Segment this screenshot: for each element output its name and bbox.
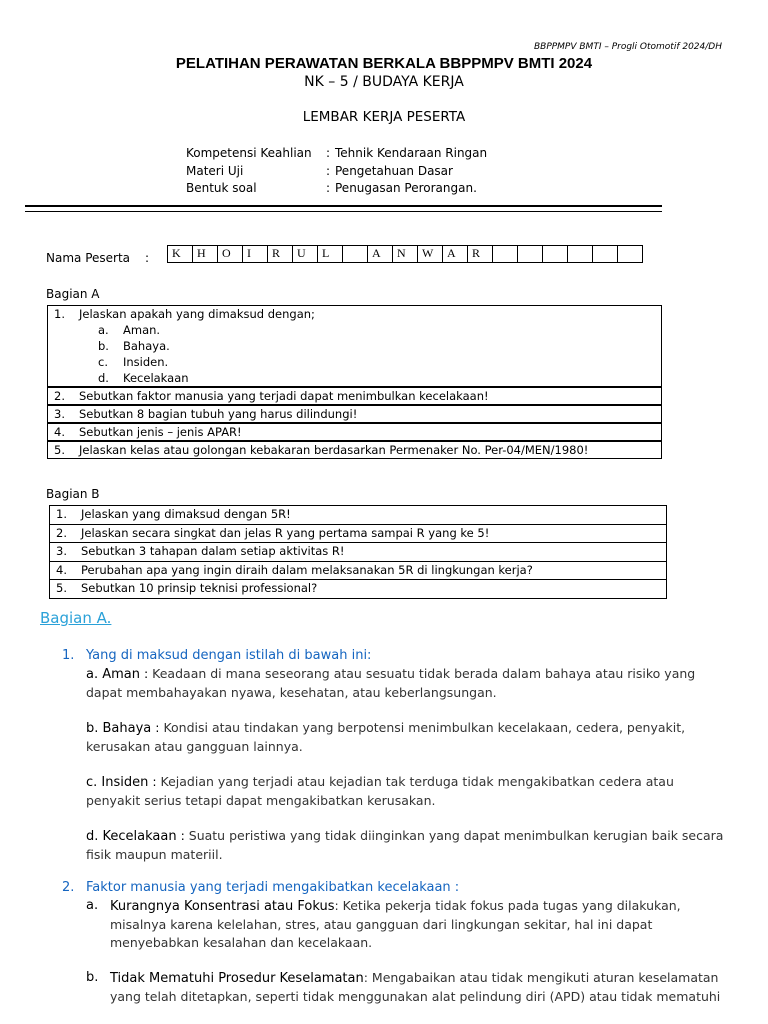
answer-1-items [62,665,732,864]
name-cell: L [318,245,343,263]
info-row: Kompetensi Keahlian : Tehnik Kendaraan Ringan [186,146,488,160]
name-cell: R [268,245,293,263]
question-row: 5. Sebutkan 10 prinsip teknisi professional? [56,581,318,595]
name-cell [493,245,518,263]
name-cell: A [443,245,468,263]
question-row: 1. Jelaskan apakah yang dimaksud dengan; [54,307,315,321]
name-cell [543,245,568,263]
question-row: 5. Jelaskan kelas atau golongan kebakaran berdasarkan Permenaker No. Per-04/MEN/1980! [54,443,589,457]
info-row: Materi Uji : Pengetahuan Dasar [186,163,453,178]
answer-item: d. Kecelakaan : Suatu peristiwa yang tidak diinginkan yang dapat menimbulkan kerugian baik secara fisik maupun materiil. [86,828,724,862]
answer-item: b. Tidak Mematuhi Prosedur Keselamatan: Mengabaikan atau tidak mengikuti aturan keselamatan yang telah ditetapkan, seperti tidak menggunakan alat pelindung diri (APD) atau tidak mematuhi [86,970,721,1004]
name-cell [618,245,643,263]
answer-item: a. Kurangnya Konsentrasi atau Fokus: Ketika pekerja tidak fokus pada tugas yang dilakukan, misalnya karena kelelahan, stres, atau gangguan dari lingkungan sekitar, hal ini dapat menyebabkan kesalahan dan kecelakaan. [86,898,681,950]
question-row: 2. Sebutkan faktor manusia yang terjadi dapat menimbulkan kecelakaan! [48,388,661,406]
nama-colon: : [145,251,150,265]
sub-question: d. Kecelakaan [98,371,189,385]
bagian-b-label: Bagian B [46,487,100,501]
info-block [186,145,487,198]
name-cell: I [243,245,268,263]
name-cell: N [393,245,418,263]
name-cell [518,245,543,263]
name-cell: A [368,245,393,263]
question-row: 4. Sebutkan jenis – jenis APAR! [48,424,661,442]
answer-2-title: 2. Faktor manusia yang terjadi mengakibatkan kecelakaan : [62,880,460,895]
sub-question: a. Aman. [98,323,161,337]
question-row: 4. Perubahan apa yang ingin diraih dalam melaksanakan 5R di lingkungan kerja? [50,562,666,581]
question-row: 3. Sebutkan 8 bagian tubuh yang harus dilindungi! [48,406,661,424]
info-row: Bentuk soal : Penugasan Perorangan. [186,181,477,195]
bagian-a-table [47,305,662,459]
name-cell: K [168,245,193,263]
sub-title: NK – 5 / BUDAYA KERJA [304,74,464,90]
name-cell: H [193,245,218,263]
answer-item: a. Aman : Keadaan di mana seseorang atau sesuatu tidak berada dalam bahaya atau risiko yang dapat membahayakan nyawa, kesehatan, atau keberlangsungan. [86,666,696,700]
divider-thick [25,205,662,207]
bagian-a-label: Bagian A [46,287,100,301]
name-cell: O [218,245,243,263]
name-cell [593,245,618,263]
nama-peserta-label: Nama Peserta [46,251,131,265]
name-cell [568,245,593,263]
answer-item: b. Bahaya : Kondisi atau tindakan yang berpotensi menimbulkan kecelakaan, cedera, penyakit, kerusakan atau gangguan lainnya. [86,720,686,754]
header-note: BBPPMPV BMTI – Progli Otomotif 2024/DH [533,42,722,52]
name-cell: W [418,245,443,263]
sub-question: b. Bahaya. [98,339,170,353]
name-cell: U [293,245,318,263]
question-row: 2. Jelaskan secara singkat dan jelas R yang pertama sampai R yang ke 5! [50,525,666,544]
question-row: 3. Sebutkan 3 tahapan dalam setiap aktivitas R! [50,543,666,562]
sub-question-list [48,322,661,388]
bagian-b-table [49,505,667,599]
name-cell [343,245,368,263]
sheet-title: LEMBAR KERJA PESERTA [302,109,466,125]
answer-item: c. Insiden : Kejadian yang terjadi atau kejadian tak terduga tidak mengakibatkan cedera atau penyakit serius tetapi dapat mengakibatkan kerusakan. [86,774,674,808]
name-cell: R [468,245,493,263]
answer-2 [62,879,732,1006]
answers-heading: Bagian A. [40,609,112,627]
main-title: PELATIHAN PERAWATAN BERKALA BBPPMPV BMTI 2024 [175,55,593,72]
answer-1-title: 1. Yang di maksud dengan istilah di bawah ini: [62,648,372,663]
question-row: 1. Jelaskan yang dimaksud dengan 5R! [50,506,666,525]
nama-peserta-grid [167,245,643,263]
answer-1 [62,647,732,864]
divider-thin [25,211,662,212]
sub-question: c. Insiden. [98,355,169,369]
